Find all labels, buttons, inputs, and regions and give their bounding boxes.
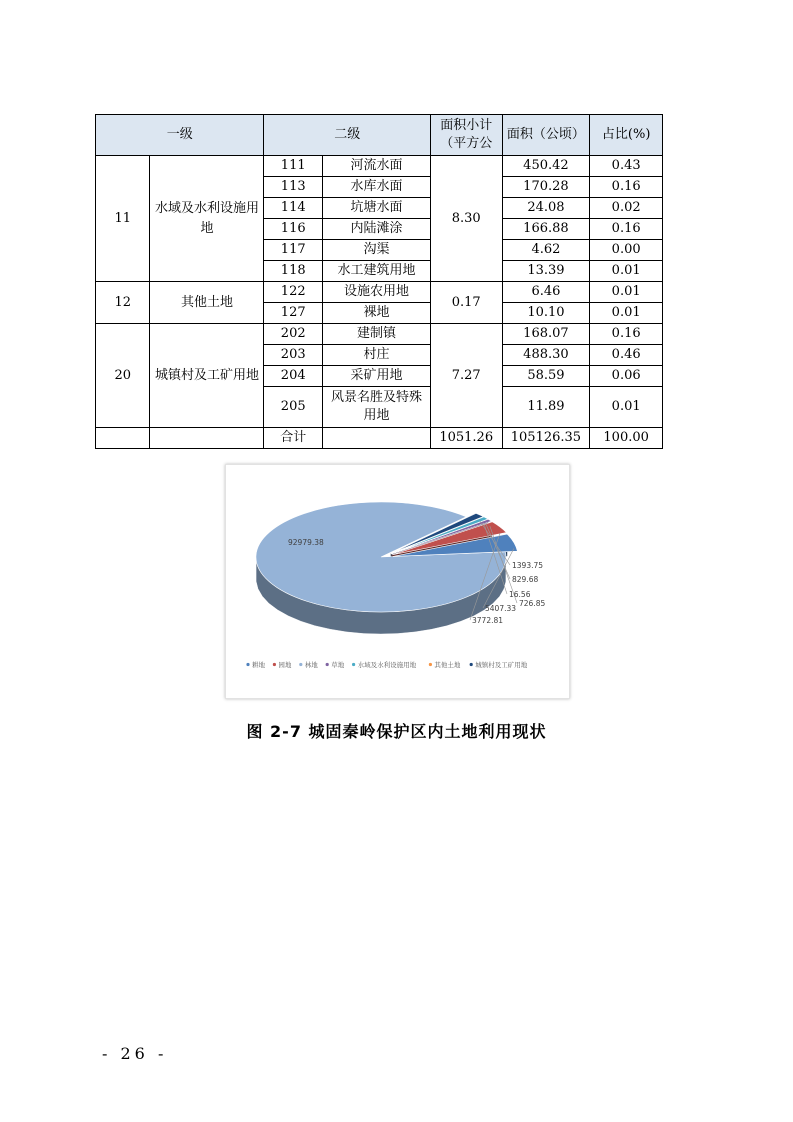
row-ratio: 0.16 [590, 324, 663, 345]
pie-data-label: 3772.81 [472, 616, 504, 625]
row-area: 4.62 [502, 240, 590, 261]
row-code: 127 [264, 303, 323, 324]
row-area: 166.88 [502, 219, 590, 240]
legend-marker [326, 663, 329, 666]
total-empty-cell [322, 428, 430, 449]
table-row [96, 282, 663, 303]
row-name: 河流水面 [322, 156, 430, 177]
legend-marker [299, 663, 302, 666]
pie-data-label: 92979.38 [288, 538, 324, 547]
row-code: 118 [264, 261, 323, 282]
row-code: 205 [264, 387, 323, 428]
row-ratio: 0.46 [590, 345, 663, 366]
header-level2: 二级 [264, 115, 430, 156]
header-level1: 一级 [96, 115, 264, 156]
group-name: 城镇村及工矿用地 [150, 324, 264, 428]
header-ratio: 占比(%) [590, 115, 663, 156]
row-ratio: 0.43 [590, 156, 663, 177]
legend-entry: 草地 [331, 661, 345, 669]
row-ratio: 0.01 [590, 303, 663, 324]
row-code: 203 [264, 345, 323, 366]
row-code: 122 [264, 282, 323, 303]
legend-entry: 林地 [304, 661, 318, 669]
legend-entry: 其他土地 [434, 661, 461, 669]
row-name: 采矿用地 [322, 366, 430, 387]
pie-data-label: 726.85 [519, 599, 546, 608]
row-ratio: 0.01 [590, 387, 663, 428]
row-area: 170.28 [502, 177, 590, 198]
header-area: 面积（公顷） [502, 115, 590, 156]
table-header-row [96, 115, 663, 156]
pie-data-label: 5407.33 [485, 604, 517, 613]
header-subtotal: 面积小计（平方公 [430, 115, 502, 156]
group-code: 12 [96, 282, 150, 324]
row-ratio: 0.02 [590, 198, 663, 219]
row-ratio: 0.01 [590, 261, 663, 282]
table-row [96, 324, 663, 345]
page-number: - 26 - [102, 1044, 168, 1063]
row-area: 488.30 [502, 345, 590, 366]
row-code: 117 [264, 240, 323, 261]
total-empty-cell [96, 428, 150, 449]
legend-entry: 城镇村及工矿用地 [475, 661, 528, 669]
row-name: 坑塘水面 [322, 198, 430, 219]
row-name: 内陆滩涂 [322, 219, 430, 240]
group-code: 20 [96, 324, 150, 428]
legend-entry: 园地 [278, 661, 292, 669]
table-row [96, 156, 663, 177]
row-name: 风景名胜及特殊用地 [322, 387, 430, 428]
figure-caption: 图 2-7 城固秦岭保护区内土地利用现状 [246, 722, 547, 741]
row-ratio: 0.01 [590, 282, 663, 303]
land-use-pie-chart [225, 464, 570, 699]
pie-data-label: 829.68 [512, 575, 539, 584]
group-code: 11 [96, 156, 150, 282]
row-code: 111 [264, 156, 323, 177]
total-row [96, 428, 663, 449]
pie-data-label: 16.56 [509, 590, 531, 599]
row-ratio: 0.00 [590, 240, 663, 261]
row-name: 水库水面 [322, 177, 430, 198]
legend-marker [429, 663, 432, 666]
group-subtotal: 0.17 [430, 282, 502, 324]
row-area: 10.10 [502, 303, 590, 324]
row-code: 204 [264, 366, 323, 387]
total-subtotal: 1051.26 [430, 428, 502, 449]
row-name: 沟渠 [322, 240, 430, 261]
group-subtotal: 8.30 [430, 156, 502, 282]
total-ratio: 100.00 [590, 428, 663, 449]
row-ratio: 0.16 [590, 177, 663, 198]
row-name: 设施农用地 [322, 282, 430, 303]
legend-entry: 耕地 [252, 661, 265, 669]
row-area: 58.59 [502, 366, 590, 387]
row-name: 建制镇 [322, 324, 430, 345]
total-label: 合计 [264, 428, 323, 449]
row-name: 水工建筑用地 [322, 261, 430, 282]
land-use-table [95, 114, 663, 449]
row-area: 13.39 [502, 261, 590, 282]
total-area: 105126.35 [502, 428, 590, 449]
group-name: 其他土地 [150, 282, 264, 324]
legend-entry: 水域及水利设施用地 [357, 661, 417, 669]
row-name: 村庄 [322, 345, 430, 366]
group-subtotal: 7.27 [430, 324, 502, 428]
pie-data-label: 1393.75 [512, 561, 544, 570]
row-area: 168.07 [502, 324, 590, 345]
pie-chart-svg [226, 465, 569, 698]
row-name: 裸地 [322, 303, 430, 324]
legend-marker [470, 663, 473, 666]
group-name: 水域及水利设施用地 [150, 156, 264, 282]
row-area: 24.08 [502, 198, 590, 219]
row-code: 116 [264, 219, 323, 240]
legend-marker [246, 663, 249, 666]
row-code: 113 [264, 177, 323, 198]
row-ratio: 0.06 [590, 366, 663, 387]
row-code: 114 [264, 198, 323, 219]
legend-marker [352, 663, 355, 666]
legend-marker [273, 663, 276, 666]
row-area: 450.42 [502, 156, 590, 177]
row-area: 6.46 [502, 282, 590, 303]
row-area: 11.89 [502, 387, 590, 428]
row-ratio: 0.16 [590, 219, 663, 240]
total-empty-cell [150, 428, 264, 449]
row-code: 202 [264, 324, 323, 345]
